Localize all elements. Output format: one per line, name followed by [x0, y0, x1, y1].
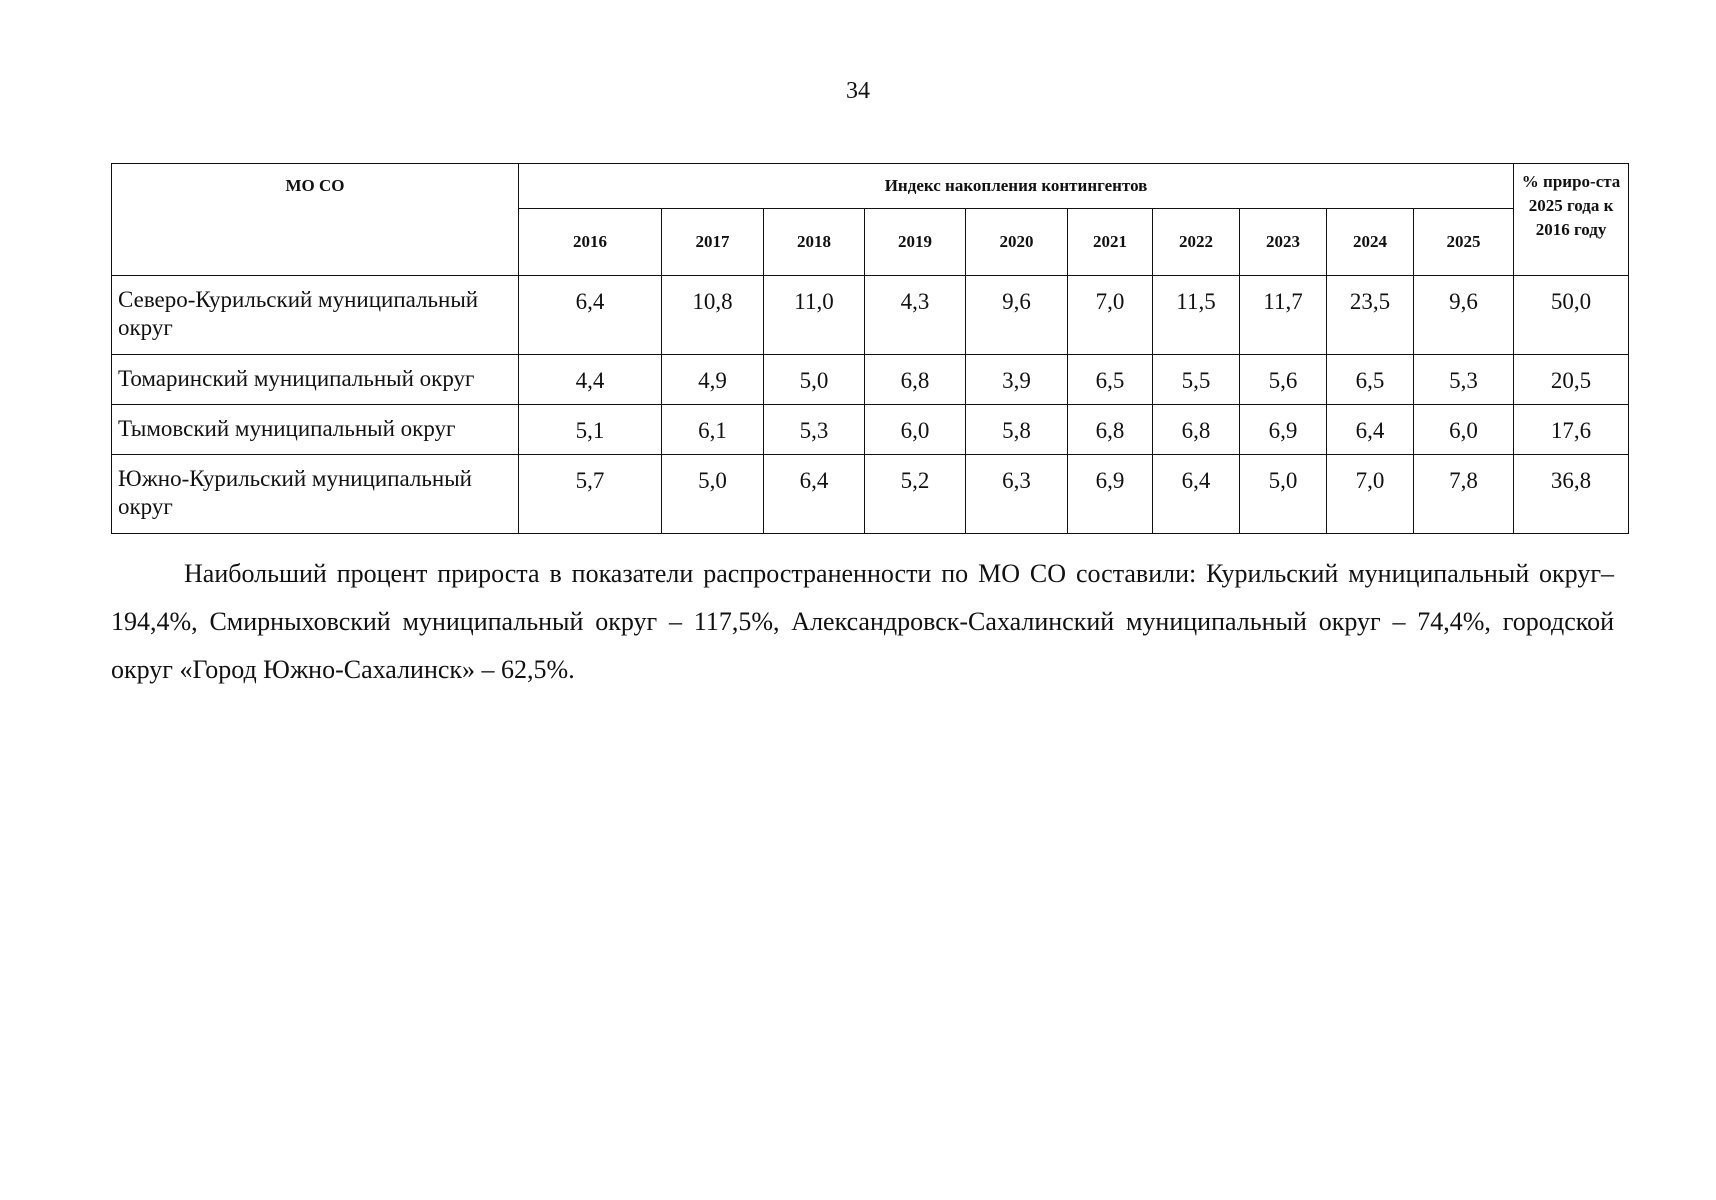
table-cell: 6,4 [519, 276, 662, 355]
pct-cell: 36,8 [1514, 455, 1629, 534]
column-header-year: 2025 [1414, 209, 1514, 276]
column-header-year: 2023 [1240, 209, 1327, 276]
table-row [112, 355, 1629, 405]
table-cell: 6,0 [865, 405, 966, 455]
column-header-pct: % приро-ста 2025 года к 2016 году [1514, 164, 1629, 276]
table-row [112, 455, 1629, 534]
table-cell: 5,0 [764, 355, 865, 405]
table-cell: 6,5 [1327, 355, 1414, 405]
table-cell: 5,2 [865, 455, 966, 534]
table-cell: 6,4 [764, 455, 865, 534]
contingent-index-table [111, 163, 1629, 534]
table-cell: 6,9 [1240, 405, 1327, 455]
table-cell: 11,7 [1240, 276, 1327, 355]
table-row [112, 405, 1629, 455]
region-name: Томаринский муниципальный округ [112, 355, 519, 405]
table-cell: 5,0 [1240, 455, 1327, 534]
table-cell: 5,7 [519, 455, 662, 534]
column-header-year: 2016 [519, 209, 662, 276]
column-header-year: 2017 [662, 209, 764, 276]
table-cell: 9,6 [1414, 276, 1514, 355]
table-cell: 5,5 [1153, 355, 1240, 405]
region-name: Северо-Курильский муниципальный округ [112, 276, 519, 355]
table-cell: 6,9 [1068, 455, 1153, 534]
table-cell: 6,8 [1068, 405, 1153, 455]
table-cell: 4,4 [519, 355, 662, 405]
column-header-year: 2019 [865, 209, 966, 276]
table-cell: 4,9 [662, 355, 764, 405]
column-header-year: 2022 [1153, 209, 1240, 276]
body-paragraph: Наибольший процент прироста в показатели распространенности по МО СО составили: Курильский муниципальный округ– 194,4%, Смирныховский муниципальный округ – 117,5%, Александровск-Сахалинский муниципальный округ – 74,4%, городской округ «Город Южно-Сахалинск» – 62,5%. [111, 559, 1614, 684]
pct-cell: 17,6 [1514, 405, 1629, 455]
column-group-header: Индекс накопления контингентов [519, 164, 1514, 209]
table-cell: 5,3 [1414, 355, 1514, 405]
table-row [112, 276, 1629, 355]
table-cell: 9,6 [966, 276, 1068, 355]
pct-cell: 50,0 [1514, 276, 1629, 355]
table-cell: 7,0 [1327, 455, 1414, 534]
table-cell: 5,0 [662, 455, 764, 534]
column-header-year: 2018 [764, 209, 865, 276]
table-cell: 6,8 [1153, 405, 1240, 455]
table-cell: 4,3 [865, 276, 966, 355]
table-cell: 6,8 [865, 355, 966, 405]
table-cell: 5,8 [966, 405, 1068, 455]
region-name: Южно-Курильский муниципальный округ [112, 455, 519, 534]
table-cell: 6,4 [1153, 455, 1240, 534]
table-cell: 3,9 [966, 355, 1068, 405]
table-cell: 7,0 [1068, 276, 1153, 355]
region-name: Тымовский муниципальный округ [112, 405, 519, 455]
page-number: 34 [846, 78, 870, 104]
table-cell: 23,5 [1327, 276, 1414, 355]
table-cell: 11,5 [1153, 276, 1240, 355]
table-cell: 6,1 [662, 405, 764, 455]
column-header-year: 2020 [966, 209, 1068, 276]
table-header-row [112, 164, 1629, 209]
pct-cell: 20,5 [1514, 355, 1629, 405]
table-cell: 5,6 [1240, 355, 1327, 405]
table-cell: 5,1 [519, 405, 662, 455]
column-header-year: 2021 [1068, 209, 1153, 276]
table-cell: 10,8 [662, 276, 764, 355]
table-cell: 6,5 [1068, 355, 1153, 405]
table-cell: 6,3 [966, 455, 1068, 534]
table-cell: 11,0 [764, 276, 865, 355]
table-cell: 5,3 [764, 405, 865, 455]
table-cell: 7,8 [1414, 455, 1514, 534]
column-header-mo: МО СО [112, 164, 519, 276]
column-header-year: 2024 [1327, 209, 1414, 276]
table-cell: 6,4 [1327, 405, 1414, 455]
table-cell: 6,0 [1414, 405, 1514, 455]
